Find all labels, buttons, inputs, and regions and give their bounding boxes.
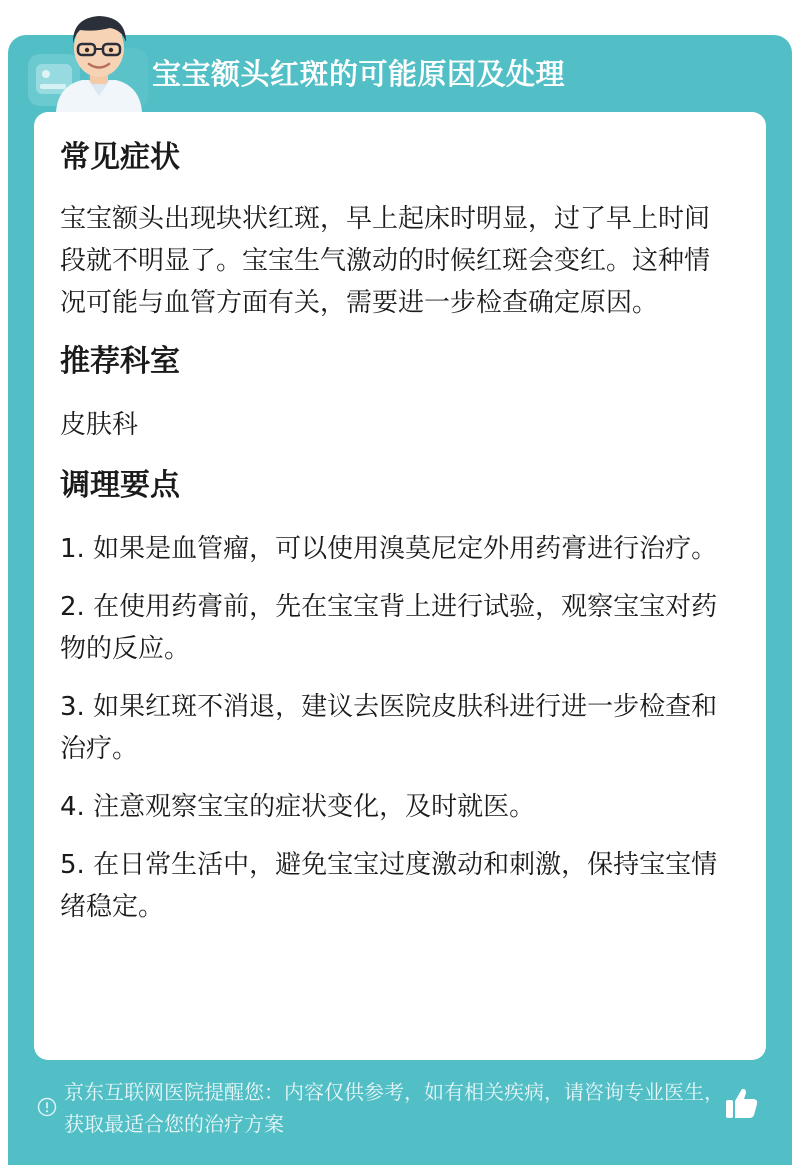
care-item: 4. 注意观察宝宝的症状变化，及时就医。 <box>60 792 536 822</box>
care-item: 2. 在使用药膏前，先在宝宝背上进行试验，观察宝宝对药物的反应。 <box>60 592 718 664</box>
care-item: 1. 如果是血管瘤，可以使用溴莫尼定外用药膏进行治疗。 <box>60 534 718 564</box>
department-text: 皮肤科 <box>60 410 139 440</box>
thumbs-up-icon[interactable] <box>722 1084 760 1122</box>
disclaimer-text: 京东互联网医院提醒您：内容仅供参考，如有相关疾病，请咨询专业医生，获取最适合您的治疗方案 <box>64 1080 724 1136</box>
article-content <box>60 136 728 928</box>
care-item: 3. 如果红斑不消退，建议去医院皮肤科进行进一步检查和治疗。 <box>60 692 718 764</box>
care-item: 5. 在日常生活中，避免宝宝过度激动和刺激，保持宝宝情绪稳定。 <box>60 850 718 922</box>
section-title-symptoms: 常见症状 <box>60 140 180 175</box>
page-title: 宝宝额头红斑的可能原因及处理 <box>152 57 566 91</box>
section-title-care: 调理要点 <box>60 468 180 503</box>
section-title-department: 推荐科室 <box>60 344 180 379</box>
info-circle-icon <box>37 1097 57 1117</box>
doctor-avatar <box>44 8 154 112</box>
symptoms-text: 宝宝额头出现块状红斑，早上起床时明显，过了早上时间段就不明显了。宝宝生气激动的时候红斑会变红。这种情况可能与血管方面有关，需要进一步检查确定原因。 <box>60 204 711 318</box>
